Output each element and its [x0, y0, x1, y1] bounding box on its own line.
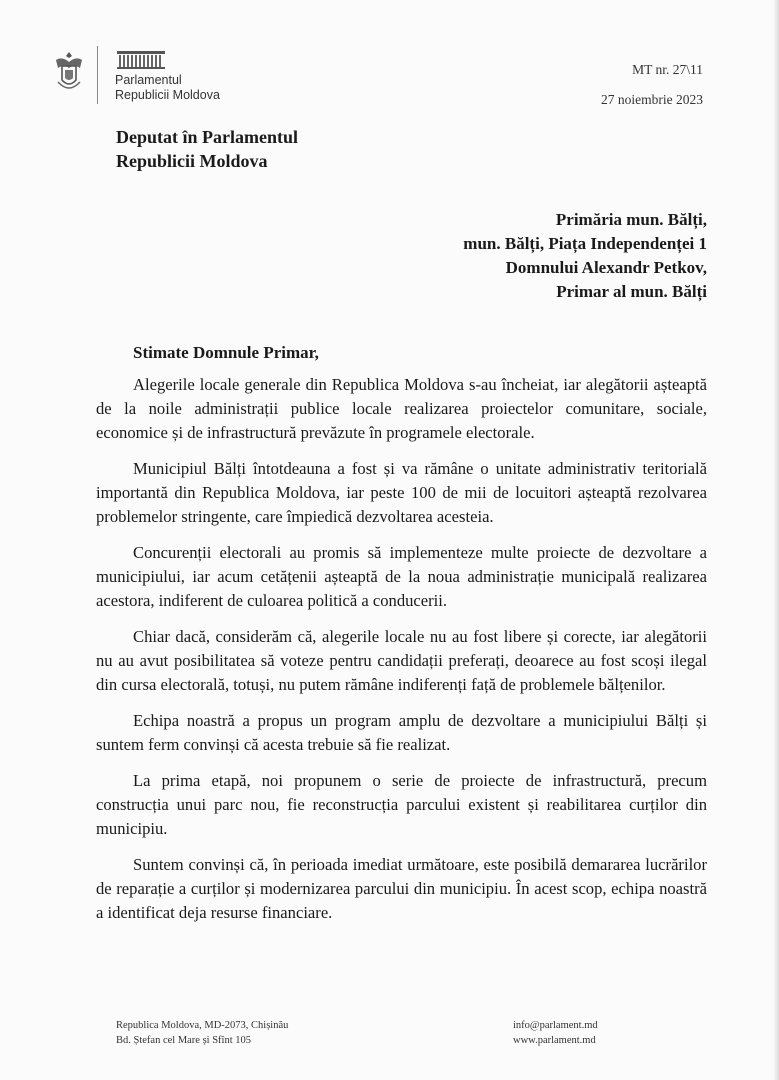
body-paragraph: Alegerile locale generale din Republica Moldova s-au încheiat, iar alegătorii așteaptă de la noile administrații publice locale realizarea proiectelor comunitare, sociale, economice și de infrastructură prevăzute în programele electorale. [96, 375, 707, 442]
coat-of-arms-icon [52, 50, 86, 94]
institution-line-2: Republicii Moldova [115, 88, 220, 102]
body-paragraph: Chiar dacă, considerăm că, alegerile locale nu au fost libere și corecte, iar alegătorii nu au avut posibilitatea să voteze pentru candidații preferați, deoarece au fost scoși ilegal din cursa electorală, totuși, nu putem rămâne indiferenți față de problemele bălțenilor. [96, 627, 707, 694]
footer-contact [513, 1018, 598, 1048]
addressee-line: Domnului Alexandr Petkov, [505, 258, 707, 277]
reference-number: MT nr. 27\11 [632, 62, 703, 77]
header-divider [97, 46, 98, 104]
addressee-line: Primăria mun. Bălți, [555, 210, 707, 229]
footer-address [116, 1018, 288, 1048]
sender-line-2: Republicii Moldova [116, 151, 268, 171]
footer-email: info@parlament.md [513, 1020, 598, 1031]
body-paragraph: Concurenții electorali au promis să implementeze multe proiecte de dezvoltare a municipiului, iar acum cetățenii așteaptă de la noua administrație municipală realizarea acestora, indiferent de culoarea politică a conducerii. [96, 543, 707, 610]
footer-website: www.parlament.md [513, 1035, 596, 1046]
addressee-block [463, 208, 707, 304]
body-paragraph: La prima etapă, noi propunem o serie de proiecte de infrastructură, precum construcția unui parc nou, fie reconstrucția parcului existent și reabilitarea curților din municipiu. [96, 771, 707, 838]
addressee-line: Primar al mun. Bălți [556, 282, 707, 301]
addressee-line: mun. Bălți, Piața Independenței 1 [463, 234, 707, 253]
letter-date: 27 noiembrie 2023 [601, 92, 703, 107]
footer-address-line-2: Bd. Ștefan cel Mare și Sfînt 105 [116, 1035, 252, 1046]
sender-line-1: Deputat în Parlamentul [116, 127, 298, 147]
body-paragraph: Echipa noastră a propus un program amplu de dezvoltare a municipiului Bălți și suntem ferm convinși că acesta trebuie să fie realizat. [96, 711, 707, 754]
institution-name [115, 73, 220, 103]
body-paragraph: Municipiul Bălți întotdeauna a fost și va rămâne o unitate administrativ teritorială importantă din Republica Moldova, iar peste 100 de mii de locuitori așteaptă rezolvarea problemelor stringente, care împiedică dezvoltarea acesteia. [96, 459, 707, 526]
institution-line-1: Parlamentul [115, 73, 182, 87]
letter-body [96, 373, 707, 937]
footer-address-line-1: Republica Moldova, MD-2073, Chișinău [116, 1020, 289, 1031]
parliament-building-icon [115, 48, 167, 70]
sender-title [116, 125, 298, 173]
salutation: Stimate Domnule Primar, [133, 343, 319, 362]
body-paragraph: Suntem convinși că, în perioada imediat următoare, este posibilă demararea lucrărilor de reparație a curților și modernizarea parcului din municipiu. În acest scop, echipa noastră a identificat deja resurse financiare. [96, 855, 707, 922]
